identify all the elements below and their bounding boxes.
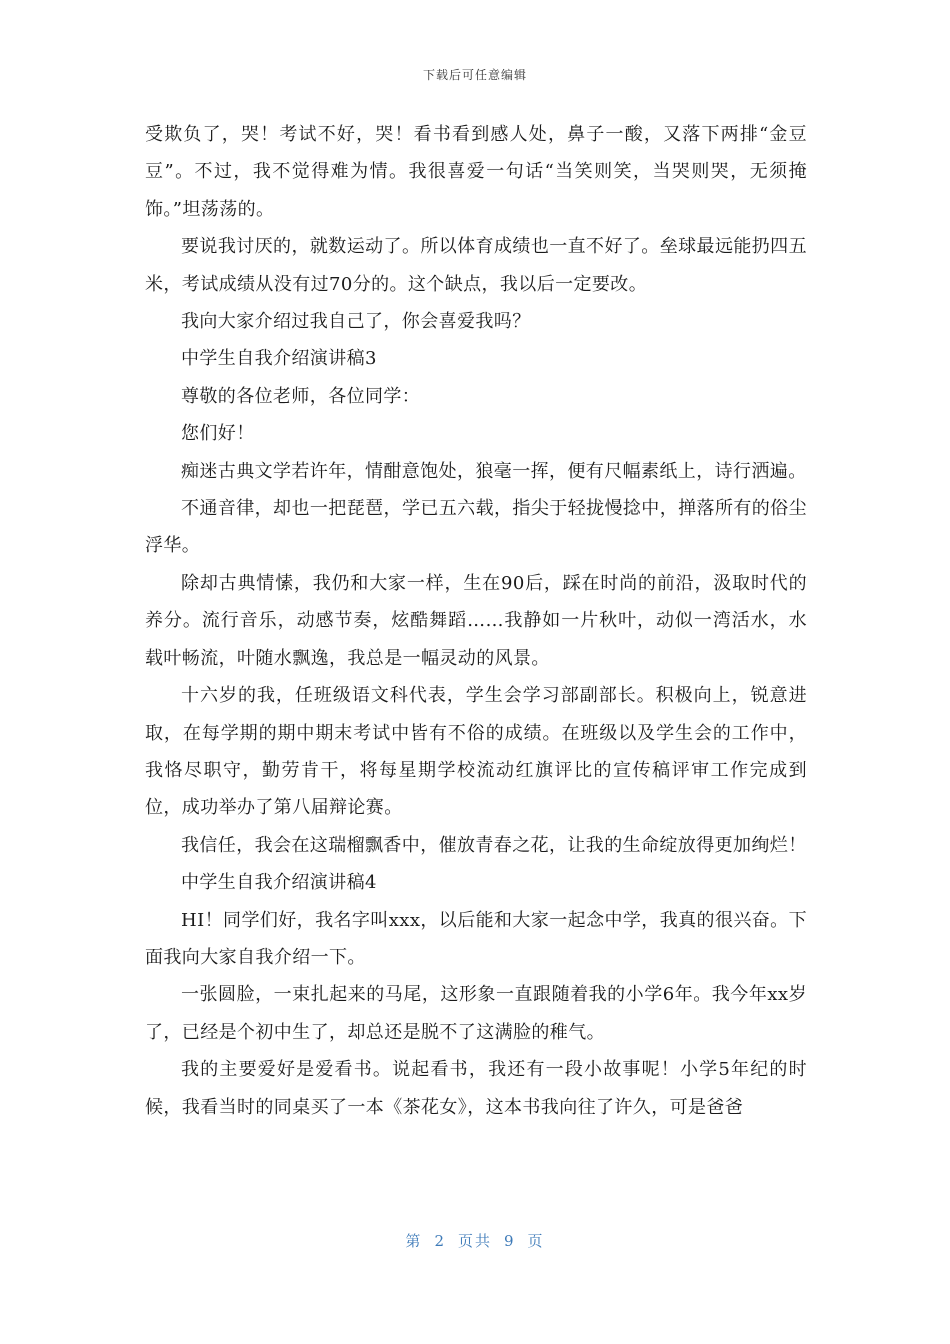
section-heading-4: 中学生自我介绍演讲稿4 — [181, 872, 377, 894]
footer-total-pages: 9 — [504, 1232, 516, 1250]
footer-suffix: 页 — [527, 1232, 545, 1250]
paragraph-trends: 除却古典情愫，我仍和大家一样，生在90后，踩在时尚的前沿，汲取时代的养分。流行音乐，动感节奏，炫酷舞蹈……我静如一片秋叶，动似一湾活水，水载叶畅流，叶随水飘逸，我总是一幅灵动的风景。 — [145, 572, 807, 669]
paragraph-intro: HI！同学们好，我名字叫xxx，以后能和大家一起念中学，我真的很兴奋。下面我向大家自我介绍一下。 — [145, 909, 807, 968]
paragraph-music: 不通音律，却也一把琵琶，学已五六载，指尖于轻拢慢捻中，掸落所有的俗尘浮华。 — [145, 498, 807, 557]
section-heading-3: 中学生自我介绍演讲稿3 — [181, 348, 377, 370]
footer-prefix: 第 — [405, 1232, 423, 1250]
page-footer — [0, 1230, 950, 1251]
salutation: 尊敬的各位老师，各位同学： — [181, 385, 421, 407]
document-body — [145, 116, 807, 1126]
paragraph-1: 受欺负了，哭！考试不好，哭！看书看到感人处，鼻子一酸，又落下两排“金豆豆”。不过，我不觉得难为情。我很喜爱一句话“当笑则笑，当哭则哭，无须掩饰。”坦荡荡的。 — [145, 124, 807, 220]
paragraph-literature: 痴迷古典文学若许年，情酣意饱处，狼毫一挥，便有尺幅素纸上，诗行洒遍。 — [181, 460, 807, 482]
greeting: 您们好！ — [181, 423, 255, 445]
footer-current-page: 2 — [434, 1232, 446, 1250]
footer-middle: 页共 — [457, 1232, 492, 1250]
paragraph-2: 要说我讨厌的，就数运动了。所以体育成绩也一直不好了。垒球最远能扔四五米，考试成绩从没有过70分的。这个缺点，我以后一定要改。 — [145, 236, 807, 295]
paragraph-achievements: 十六岁的我，任班级语文科代表，学生会学习部副部长。积极向上，锐意进取，在每学期的期中期末考试中皆有不俗的成绩。在班级以及学生会的工作中，我恪尽职守，勤劳肯干，将每星期学校流动红旗评比的宣传稿评审工作完成到位，成功举办了第八届辩论赛。 — [145, 685, 807, 819]
page-header: 下载后可任意编辑 — [422, 68, 527, 82]
paragraph-closing: 我信任，我会在这瑞榴飘香中，催放青春之花，让我的生命绽放得更加绚烂！ — [181, 834, 807, 856]
paragraph-3: 我向大家介绍过我自己了，你会喜爱我吗？ — [181, 311, 531, 333]
paragraph-hobby: 我的主要爱好是爱看书。说起看书，我还有一段小故事呢！小学5年纪的时候，我看当时的同桌买了一本《茶花女》，这本书我向往了许久，可是爸爸 — [145, 1059, 807, 1118]
paragraph-appearance: 一张圆脸，一束扎起来的马尾，这形象一直跟随着我的小学6年。我今年xx岁了，已经是个初中生了，却总还是脱不了这满脸的稚气。 — [145, 984, 807, 1043]
